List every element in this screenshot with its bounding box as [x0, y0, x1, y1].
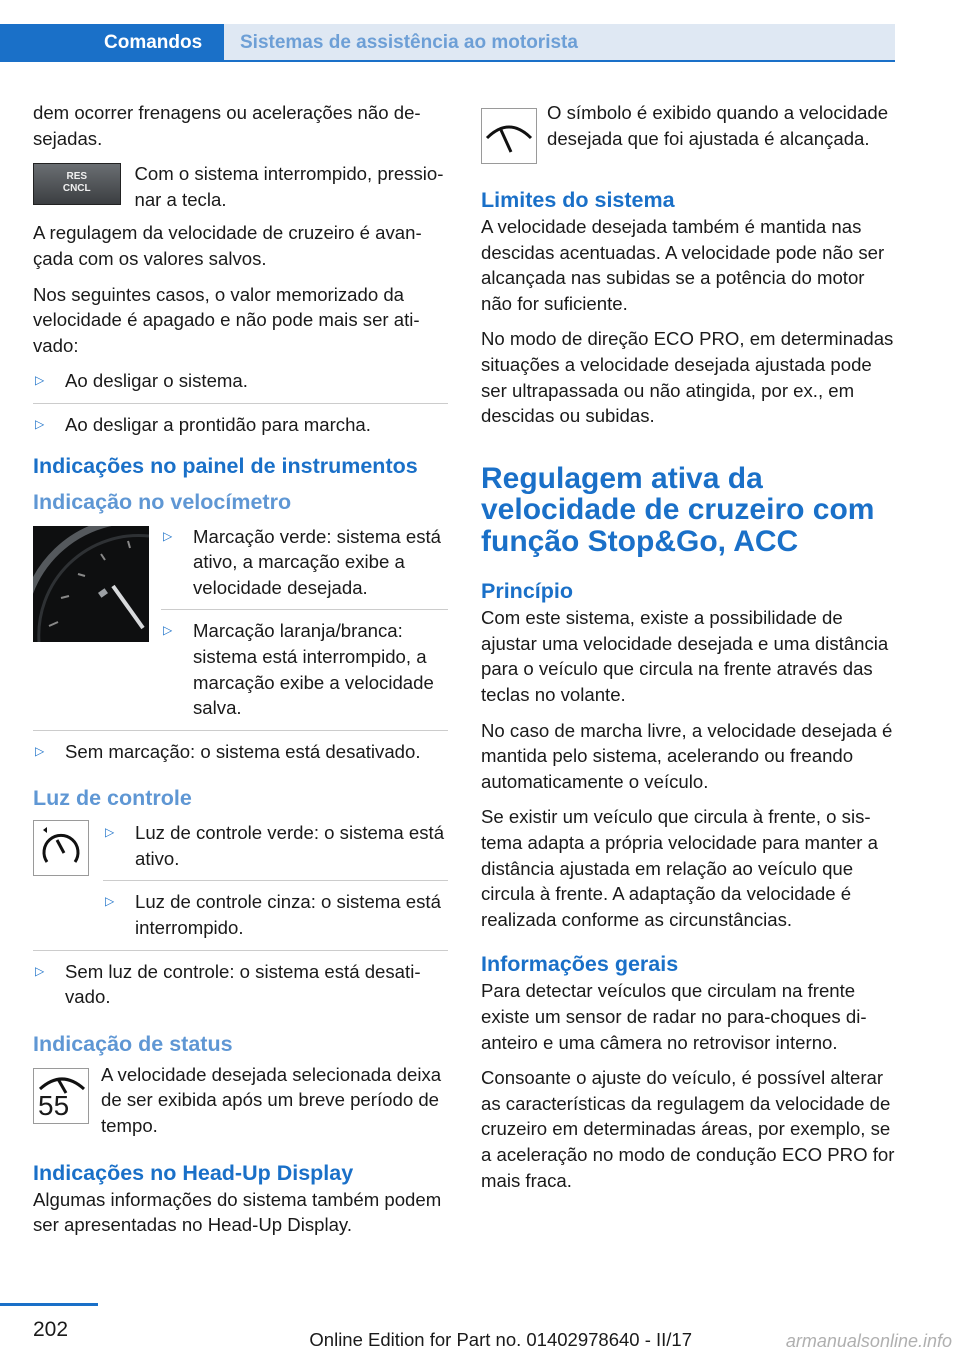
header-section-tab[interactable]: Comandos: [0, 24, 224, 62]
header-underline: [224, 60, 895, 62]
cruise-control-light-icon: [33, 820, 89, 876]
page-number: 202: [33, 1318, 69, 1341]
bullet-triangle-icon: ▷: [35, 743, 45, 758]
status-row: [33, 1062, 448, 1139]
paragraph: dem ocorrer frenagens ou acelerações não desejadas.: [33, 102, 421, 149]
speedometer-list: [161, 524, 448, 730]
speedometer-image: [33, 526, 149, 642]
list-item: ▷ Luz de controle verde: o sistema está ativo.: [103, 820, 448, 871]
list-item: ▷ Ao desligar a prontidão para marcha.: [33, 412, 448, 438]
bullet-triangle-icon: ▷: [35, 963, 45, 978]
footer-line: [0, 1303, 98, 1306]
section-heading: Informações gerais: [481, 952, 679, 977]
subsection-heading: Luz de controle: [33, 786, 192, 811]
symbol-text: O símbolo é exibido quando a velocidade desejada que foi ajustada é alcançada.: [547, 102, 889, 149]
bullet-triangle-icon: ▷: [35, 373, 45, 388]
res-label: RES: [66, 171, 88, 183]
paragraph: A regulagem da velocidade de cruzeiro é avançada com os valores salvos.: [33, 222, 422, 269]
list-item: ▷ Luz de controle cinza: o sistema está interrompido.: [103, 889, 448, 940]
speedometer-row: [33, 524, 448, 730]
speed-reached-symbol-icon: [481, 108, 537, 164]
bullet-triangle-icon: ▷: [105, 825, 115, 840]
header-chapter-tab[interactable]: Sistemas de assistência ao motorista: [240, 32, 578, 53]
paragraph: Se existir um veículo que circula à frente, o sistema adapta a própria velocidade para manter a distância ajustada em relação ao veículo que circula à frente. A adaptação da velocidade é realizada conforme as circunstâncias.: [481, 806, 878, 930]
subsection-heading: Indicação de status: [33, 1031, 233, 1056]
bullet-triangle-icon: ▷: [163, 528, 173, 543]
subsection-heading: Indicação no velocímetro: [33, 489, 292, 514]
chapter-title: Regulagem ativa da velocidade de cruzeiro com função Stop&Go, ACC: [481, 461, 875, 558]
status-speed-number: 55: [38, 1089, 70, 1121]
list-item: ▷ Marcação laranja/branca: sistema está interrompido, a marcação exibe a velocidade salva.: [161, 618, 448, 720]
divider: [33, 730, 448, 731]
paragraph: No caso de marcha livre, a velocidade desejada é mantida pelo sistema, acelerando ou freando automaticamente o veículo.: [481, 719, 893, 792]
paragraph: A velocidade desejada também é mantida nas descidas acentuadas. A velocidade pode não ser alcançada nas subidas se a potência do motor não for suficiente.: [481, 216, 885, 314]
section-heading: Indicações no painel de instrumentos: [33, 453, 418, 478]
bullet-triangle-icon: ▷: [35, 416, 45, 431]
control-light-list: [103, 820, 448, 949]
list-item: ▷ Sem marcação: o sistema está desativado.: [33, 739, 448, 765]
edition-text: Online Edition for Part no. 01402978640 - II/17: [309, 1329, 692, 1350]
status-text: A velocidade desejada selecionada deixa de ser exibida após um breve período de tempo.: [101, 1063, 442, 1137]
paragraph: Para detectar veículos que circulam na frente existe um sensor de radar no para-choques dianteiro e uma câmera no retrovisor interno.: [481, 980, 867, 1053]
cncl-label: CNCL: [62, 183, 91, 195]
section-heading: Indicações no Head-Up Display: [33, 1160, 354, 1185]
paragraph: Com este sistema, existe a possibilidade de ajustar uma velocidade desejada e uma distância para o veículo que circula na frente através das teclas no volante.: [481, 607, 889, 706]
paragraph: No modo de direção ECO PRO, em determinadas situações a velocidade desejada ajustada pode ser ultrapassada ou não atingida, por ex., em descidas ou subidas.: [481, 328, 894, 427]
right-column: [481, 100, 896, 1203]
divider: [103, 880, 448, 881]
section-heading: Limites do sistema: [481, 188, 675, 212]
bullet-triangle-icon: ▷: [105, 894, 115, 909]
divider: [161, 609, 448, 610]
res-cncl-row: [33, 161, 448, 212]
divider: [33, 403, 448, 404]
status-speed-icon: [33, 1068, 89, 1124]
list-item: ▷ Ao desligar o sistema.: [33, 368, 448, 394]
list-item: ▷ Sem luz de controle: o sistema está desativado.: [33, 959, 448, 1010]
paragraph: Consoante o ajuste do veículo, é possível alterar as características da regulagem da velocidade de cruzeiro em determinadas áreas, por exemplo, se a aceleração no modo de condução ECO PRO for mais fraca.: [481, 1067, 895, 1191]
page-header: [0, 0, 960, 62]
bullet-triangle-icon: ▷: [163, 623, 173, 638]
symbol-row: [481, 100, 896, 164]
res-cncl-button-image: [33, 163, 121, 205]
watermark: armanualsonline.info: [785, 1331, 952, 1351]
list-item: ▷ Marcação verde: sistema está ativo, a marcação exibe a velocidade desejada.: [161, 524, 448, 601]
paragraph: Nos seguintes casos, o valor memorizado da velocidade é apagado e não pode mais ser ativado:: [33, 283, 420, 356]
left-column: [33, 100, 448, 1248]
control-light-row: [33, 820, 448, 949]
section-heading: Princípio: [481, 579, 573, 604]
res-cncl-text: Com o sistema interrompido, pressionar a tecla.: [134, 163, 444, 210]
divider: [33, 950, 448, 951]
paragraph: Algumas informações do sistema também podem ser apresentadas no Head-Up Display.: [33, 1188, 442, 1236]
